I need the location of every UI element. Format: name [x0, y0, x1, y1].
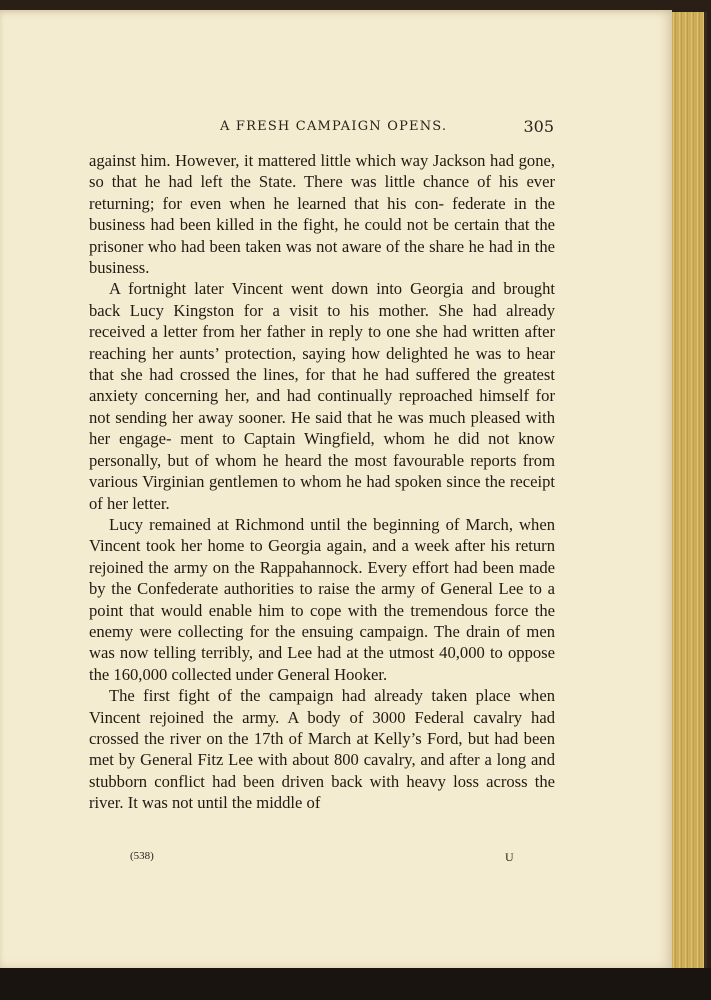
paragraph-2: A fortnight later Vincent went down into Georgia and brought back Lucy Kingston for a visit to his mother. She had already received a letter from her father in reply to one she had written after reaching her aunts’ protection, saying how delighted he was to hear that she had crossed the lines, for that he had suffered the greatest anxiety concerning her, and had continually reproached himself for not sending her away sooner. He said that he was much pleased with her engage- ment to Captain Wingfield, whom he did not know personally, but of whom he heard the most favourable reports from various Virginian gentlemen to whom he had spoken since the receipt of her letter.: [89, 279, 555, 513]
paragraph-1: against him. However, it mattered little which way Jackson had gone, so that he had left the State. There was little chance of his ever returning; for even when he learned that his con- federate in the business had been killed in the fight, he could not be certain that the prisoner who had been taken was not aware of the share he had in the business.: [89, 151, 555, 278]
page-number: 305: [523, 117, 554, 136]
scan-background: [0, 968, 711, 1000]
paragraph-4: The first fight of the campaign had already taken place when Vincent rejoined the army. A body of 3000 Federal cavalry had crossed the river on the 17th of March at Kelly’s Ford, but had been met by General Fitz Lee with about 800 cavalry, and after a long and stubborn conflict had been driven back with heavy loss across the river. It was not until the middle of: [89, 686, 555, 813]
running-head: [88, 117, 554, 139]
page-footer: [88, 850, 554, 870]
running-title: A FRESH CAMPAIGN OPENS.: [220, 119, 448, 134]
body-text: [89, 150, 555, 814]
page-edges: [672, 12, 707, 968]
signature-mark: (538): [130, 850, 154, 862]
sheet-mark: U: [505, 850, 514, 864]
paragraph-3: Lucy remained at Richmond until the beginning of March, when Vincent took her home to Georgia again, and a week after his return rejoined the army on the Rappahannock. Every effort had been made by the Confederate authorities to raise the army of General Lee to a point that would enable him to cope with the tremendous force the enemy were collecting for the ensuing campaign. The drain of men was now telling terribly, and Lee had at the utmost 40,000 to oppose the 160,000 collected under General Hooker.: [89, 514, 555, 684]
